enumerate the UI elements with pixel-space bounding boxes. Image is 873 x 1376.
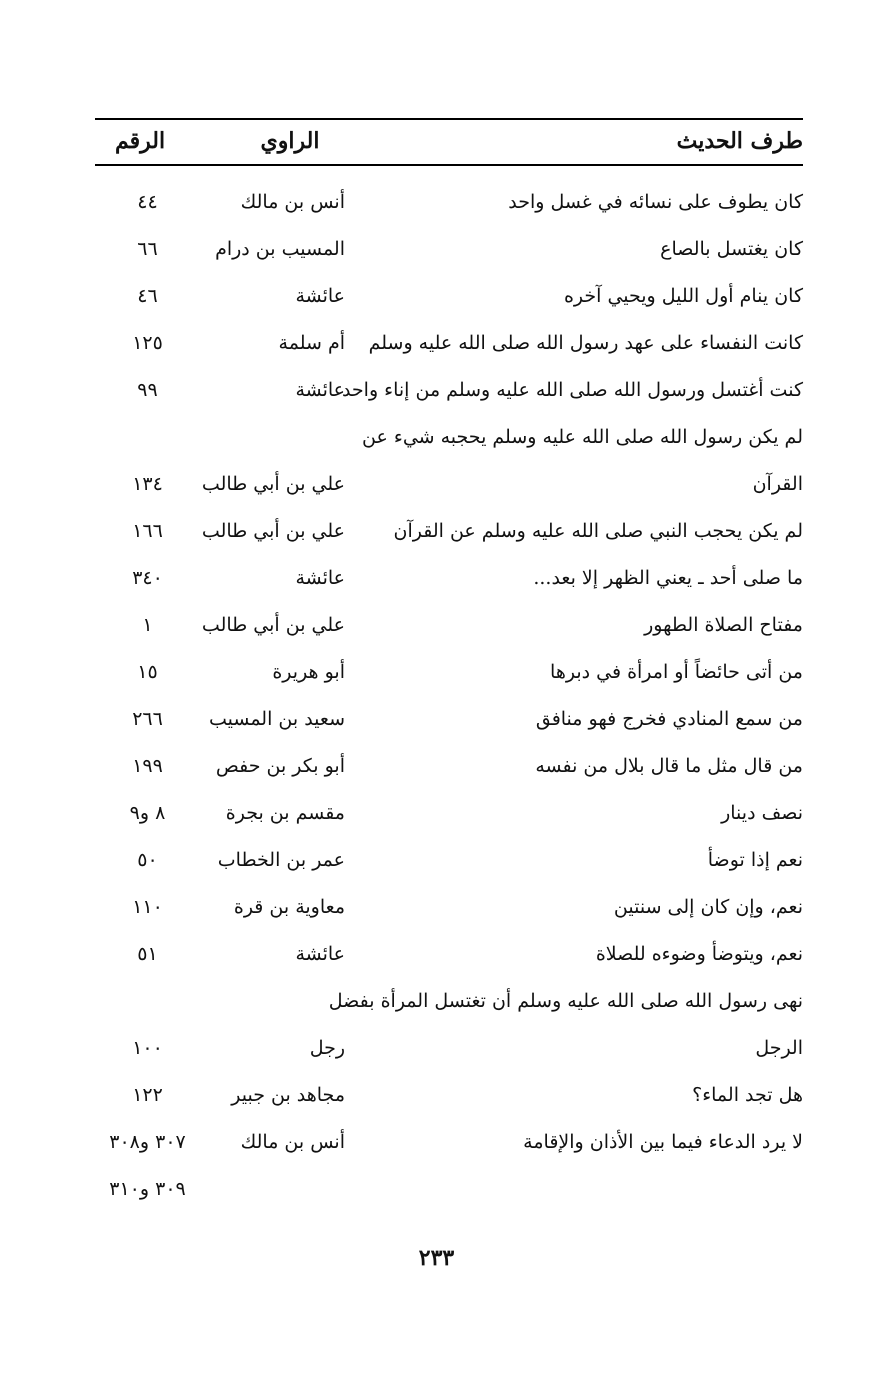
narrator: معاوية بن قرة [233, 896, 345, 918]
table-row [95, 1078, 803, 1125]
table-row [95, 702, 803, 749]
hadith-number: ٤٤ [137, 191, 158, 213]
table-body [95, 185, 803, 1219]
narrator: أبو بكر بن حفص [215, 755, 345, 777]
hadith-number: ٨ و٩ [129, 802, 166, 824]
hadith-number: ٤٦ [137, 285, 158, 307]
table-row [95, 326, 803, 373]
table-row [95, 937, 803, 984]
table-row [95, 373, 803, 420]
narrator: رجل [309, 1037, 345, 1059]
table-row [95, 561, 803, 608]
table-row [95, 232, 803, 279]
narrator: أنس بن مالك [240, 1131, 345, 1153]
hadith-text: لا يرد الدعاء فيما بين الأذان والإقامة [523, 1131, 803, 1153]
narrator: أنس بن مالك [240, 191, 345, 213]
hadith-text: كان ينام أول الليل ويحيي آخره [563, 285, 803, 307]
narrator: علي بن أبي طالب [201, 614, 345, 636]
header-hadith: طرف الحديث [676, 128, 803, 154]
hadith-number: ١ [142, 614, 153, 636]
hadith-text: من أتى حائضاً أو امرأة في دبرها [550, 661, 803, 683]
hadith-text: نعم إذا توضأ [707, 849, 803, 871]
hadith-text: من قال مثل ما قال بلال من نفسه [535, 755, 803, 777]
hadith-number: ٦٦ [137, 238, 158, 260]
hadith-number: ٢٦٦ [132, 708, 163, 730]
table-row [95, 608, 803, 655]
hadith-number: ١٦٦ [132, 520, 163, 542]
hadith-text: نعم، وإن كان إلى سنتين [613, 896, 803, 918]
table-row [95, 1031, 803, 1078]
hadith-number: ١٠٠ [132, 1037, 163, 1059]
hadith-number: ٣٤٠ [132, 567, 163, 589]
narrator: سعيد بن المسيب [208, 708, 345, 730]
hadith-number: ١٥ [137, 661, 158, 683]
narrator: مجاهد بن جبير [231, 1084, 345, 1106]
hadith-text: القرآن [752, 473, 803, 495]
table-row [95, 749, 803, 796]
table-row [95, 655, 803, 702]
table-row [95, 420, 803, 467]
hadith-text: مفتاح الصلاة الطهور [644, 614, 803, 636]
narrator: عائشة [295, 567, 345, 589]
narrator: علي بن أبي طالب [201, 473, 345, 495]
table-header [95, 118, 803, 166]
hadith-text: من سمع المنادي فخرج فهو منافق [535, 708, 803, 730]
table-row [95, 796, 803, 843]
hadith-text: نصف دينار [721, 802, 803, 824]
hadith-text: ما صلى أحد ـ يعني الظهر إلا بعد... [533, 567, 803, 589]
hadith-text: لم يكن رسول الله صلى الله عليه وسلم يحجبه شيء عن [362, 426, 803, 448]
narrator: علي بن أبي طالب [201, 520, 345, 542]
table-row [95, 890, 803, 937]
hadith-text: لم يكن يحجب النبي صلى الله عليه وسلم عن القرآن [393, 520, 803, 542]
hadith-number: ١٢٥ [132, 332, 163, 354]
header-number: الرقم [114, 128, 166, 154]
table-row [95, 1172, 803, 1219]
hadith-text: كانت النفساء على عهد رسول الله صلى الله عليه وسلم [368, 332, 803, 354]
table-row [95, 279, 803, 326]
narrator: عائشة [295, 285, 345, 307]
hadith-text: كنت أغتسل ورسول الله صلى الله عليه وسلم من إناء واحد [341, 379, 803, 401]
hadith-number: ١٣٤ [132, 473, 163, 495]
hadith-text: كان يطوف على نسائه في غسل واحد [508, 191, 803, 213]
page-number: ٢٣٣ [418, 1245, 455, 1271]
hadith-number: ٥٠ [137, 849, 158, 871]
hadith-text: كان يغتسل بالصاع [660, 238, 803, 260]
hadith-number: ١٢٢ [132, 1084, 163, 1106]
narrator: عائشة [295, 943, 345, 965]
hadith-number: ١١٠ [132, 896, 163, 918]
hadith-number: ٣٠٧ و٣٠٨ [109, 1131, 186, 1153]
narrator: أم سلمة [278, 332, 345, 354]
table-row [95, 843, 803, 890]
hadith-number: ٣٠٩ و٣١٠ [109, 1178, 186, 1200]
table-row [95, 1125, 803, 1172]
narrator: عمر بن الخطاب [217, 849, 345, 871]
narrator: أبو هريرة [272, 661, 345, 683]
table-row [95, 467, 803, 514]
hadith-text: الرجل [755, 1037, 803, 1059]
table-row [95, 514, 803, 561]
table-row [95, 185, 803, 232]
hadith-number: ٥١ [137, 943, 158, 965]
table-row [95, 984, 803, 1031]
header-rawi: الراوي [260, 128, 320, 154]
narrator: المسيب بن درام [215, 238, 345, 260]
hadith-text: هل تجد الماء؟ [692, 1084, 803, 1106]
hadith-number: ١٩٩ [132, 755, 163, 777]
narrator: عائشة [295, 379, 345, 401]
hadith-number: ٩٩ [137, 379, 158, 401]
narrator: مقسم بن بجرة [225, 802, 345, 824]
hadith-text: نهى رسول الله صلى الله عليه وسلم أن تغتسل المرأة بفضل [328, 990, 803, 1012]
hadith-text: نعم، ويتوضأ وضوءه للصلاة [595, 943, 803, 965]
